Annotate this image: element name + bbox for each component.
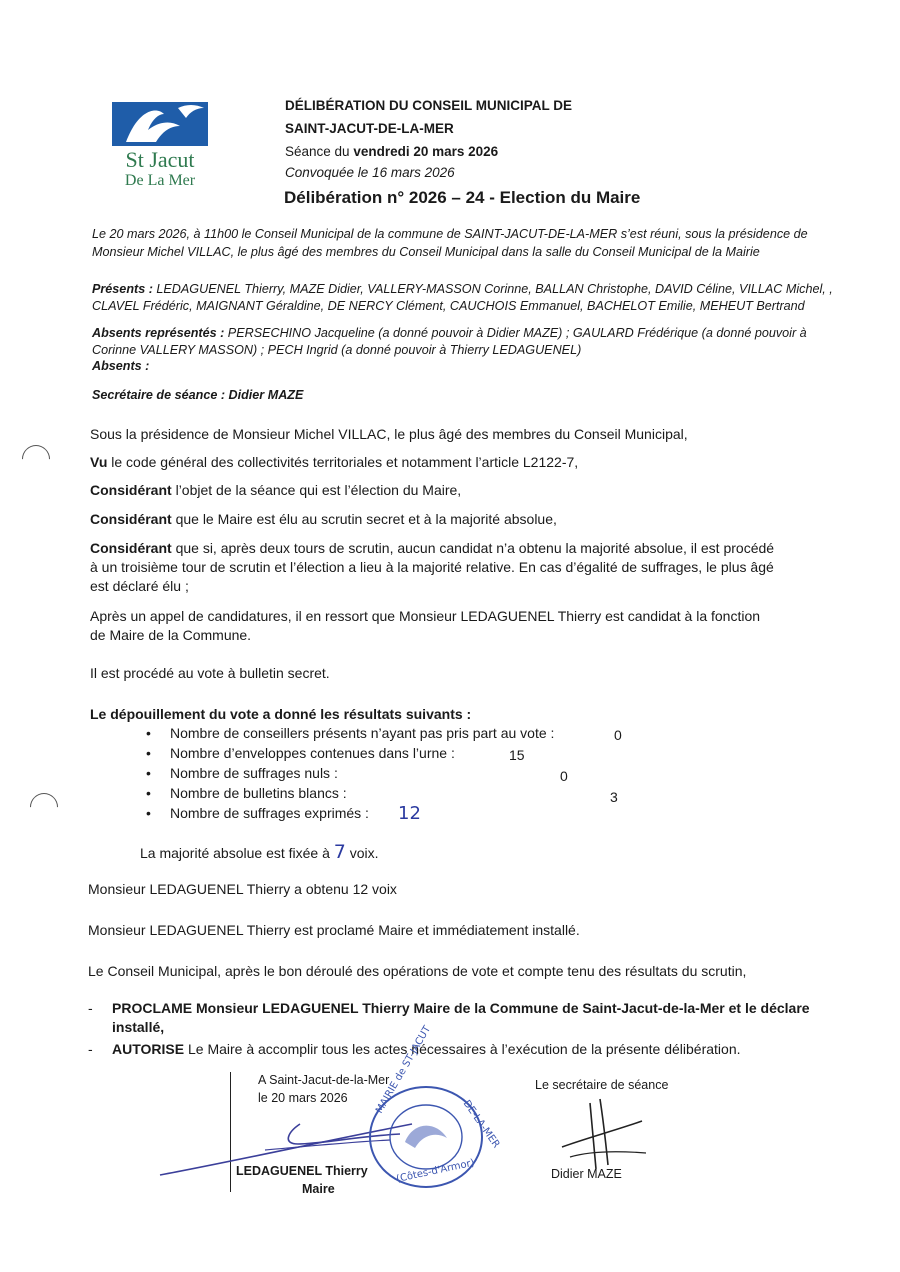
seance-date	[285, 142, 498, 162]
para-presidence: Sous la présidence de Monsieur Michel VILLAC, le plus âgé des membres du Conseil Municipal,	[90, 426, 688, 442]
absents-representes-line2: Corinne VALLERY MASSON) ; PECH Ingrid (a donné pouvoir à Thierry LEDAGUENEL)	[92, 343, 582, 357]
absents-representes-line1	[92, 325, 807, 341]
maire-name: LEDAGUENEL Thierry	[236, 1164, 368, 1178]
bullet: •	[146, 725, 151, 741]
seance-prefix: Séance du	[285, 144, 354, 159]
bullet: •	[146, 785, 151, 801]
result-value: 3	[610, 789, 618, 805]
resultat-voix: Monsieur LEDAGUENEL Thierry a obtenu 12 voix	[88, 881, 397, 897]
proclamation: Monsieur LEDAGUENEL Thierry est proclamé Maire et immédiatement installé.	[88, 922, 580, 938]
result-value: 0	[560, 768, 568, 784]
commune-logo	[108, 100, 212, 195]
para-considerant2	[90, 510, 557, 529]
decision-proclame-line2: installé,	[112, 1019, 165, 1035]
handwritten-value: 12	[398, 803, 421, 824]
stamp-text-bottom: (Côtes-d'Armor)	[395, 1157, 476, 1185]
para-candidature-line2: de Maire de la Commune.	[90, 627, 252, 643]
logo-brand: St Jacut	[125, 147, 195, 172]
header-line2: SAINT-JACUT-DE-LA-MER	[285, 121, 454, 136]
presents-label: Présents :	[92, 282, 153, 296]
header-line1: DÉLIBÉRATION DU CONSEIL MUNICIPAL DE	[285, 98, 573, 113]
conseil-statement: Le Conseil Municipal, après le bon déroulé des opérations de vote et compte tenu des résultats du scrutin,	[88, 963, 747, 979]
dash: -	[88, 1000, 93, 1016]
results-title: Le dépouillement du vote a donné les résultats suivants :	[90, 706, 472, 722]
para-considerant3-line3: est déclaré élu ;	[90, 578, 189, 594]
majorite-suffix: voix.	[345, 845, 379, 861]
logo-subtitle: De La Mer	[124, 172, 196, 189]
bullet: •	[146, 805, 151, 821]
vu-text: le code général des collectivités territoriales et notamment l’article L2122-7,	[107, 454, 579, 470]
presents-line1	[92, 281, 833, 297]
result-value: 0	[614, 727, 622, 743]
maire-role: Maire	[302, 1182, 335, 1196]
absents-label: Absents :	[92, 359, 150, 373]
bullet: •	[146, 765, 151, 781]
bullet: •	[146, 745, 151, 761]
stamp-text-right: -DE-LA-MER	[458, 1095, 502, 1151]
signature-place: A Saint-Jacut-de-la-Mer	[258, 1073, 390, 1087]
result-label: Nombre de suffrages exprimés :	[170, 805, 369, 821]
para-candidature-line1: Après un appel de candidatures, il en ressort que Monsieur LEDAGUENEL Thierry est candidat à la fonction	[90, 608, 761, 624]
convocation-date: Convoquée le 16 mars 2026	[285, 165, 455, 180]
stamp-text-top: MAIRIE de ST-JACUT	[374, 1024, 434, 1116]
result-label: Nombre de bulletins blancs :	[170, 785, 347, 801]
considerant-text: que si, après deux tours de scrutin, aucun candidat n’a obtenu la majorité absolue, il est procédé	[171, 540, 775, 556]
considerant-label: Considérant	[90, 482, 172, 498]
secretaire-label: Secrétaire de séance : Didier MAZE	[92, 388, 304, 402]
para-vu	[90, 453, 578, 472]
official-stamp	[365, 1024, 502, 1192]
considerant-text: l’objet de la séance qui est l’élection du Maire,	[171, 482, 462, 498]
secretaire-seance-label: Le secrétaire de séance	[535, 1078, 669, 1092]
handwritten-majorite: 7	[333, 841, 346, 863]
vu-label: Vu	[90, 454, 108, 470]
autorise-label: AUTORISE	[112, 1041, 185, 1057]
intro-line1: Le 20 mars 2026, à 11h00 le Conseil Municipal de la commune de SAINT-JACUT-DE-LA-MER s’est réuni, sous la présidence de	[92, 227, 808, 241]
intro-line2: Monsieur Michel VILLAC, le plus âgé des membres du Conseil Municipal dans la salle du Conseil Municipal de la Mairie	[92, 245, 760, 259]
para-considerant3-line2: à un troisième tour de scrutin et l’élection a lieu à la majorité relative. En cas d’égalité de suffrages, le plus âgé	[90, 559, 774, 575]
decision-autorise	[112, 1040, 741, 1059]
autorise-text: Le Maire à accomplir tous les actes nécessaires à l’exécution de la présente délibération.	[184, 1041, 741, 1057]
presents-line2: CLAVEL Frédéric, MAIGNANT Géraldine, DE NERCY Clément, CAUCHOIS Emmanuel, BACHELOT Emilie, MEHEUT Bertrand	[92, 299, 805, 313]
dash: -	[88, 1041, 93, 1057]
considerant-label: Considérant	[90, 540, 172, 556]
result-label: Nombre de suffrages nuls :	[170, 765, 338, 781]
page-title: Délibération n° 2026 – 24 - Election du Maire	[284, 188, 641, 207]
seance-date-value: vendredi 20 mars 2026	[353, 144, 499, 159]
majorite-absolue	[140, 843, 379, 863]
result-value: 15	[509, 747, 525, 763]
secretaire-name: Didier MAZE	[551, 1167, 622, 1181]
result-label: Nombre d’enveloppes contenues dans l’urne :	[170, 745, 455, 761]
absents-representes-label: Absents représentés :	[92, 326, 225, 340]
absents-representes-text: PERSECHINO Jacqueline (a donné pouvoir à Didier MAZE) ; GAULARD Frédérique (a donné pouvoir à	[224, 326, 807, 340]
punch-hole	[24, 787, 64, 827]
decision-proclame: PROCLAME Monsieur LEDAGUENEL Thierry Maire de la Commune de Saint-Jacut-de-la-Mer et le déclare	[112, 1000, 810, 1016]
signature-date: le 20 mars 2026	[258, 1091, 348, 1105]
presents-text: LEDAGUENEL Thierry, MAZE Didier, VALLERY-MASSON Corinne, BALLAN Christophe, DAVID Céline, VILLAC Michel, ,	[152, 282, 833, 296]
para-considerant1	[90, 481, 461, 500]
para-considerant3-line1	[90, 539, 774, 558]
result-label: Nombre de conseillers présents n’ayant pas pris part au vote :	[170, 725, 555, 741]
punch-hole	[16, 439, 56, 479]
considerant-label: Considérant	[90, 511, 172, 527]
majorite-prefix: La majorité absolue est fixée à	[140, 845, 334, 861]
considerant-text: que le Maire est élu au scrutin secret et à la majorité absolue,	[171, 511, 557, 527]
secretary-signature	[560, 1095, 650, 1175]
para-vote-secret: Il est procédé au vote à bulletin secret.	[90, 665, 330, 681]
